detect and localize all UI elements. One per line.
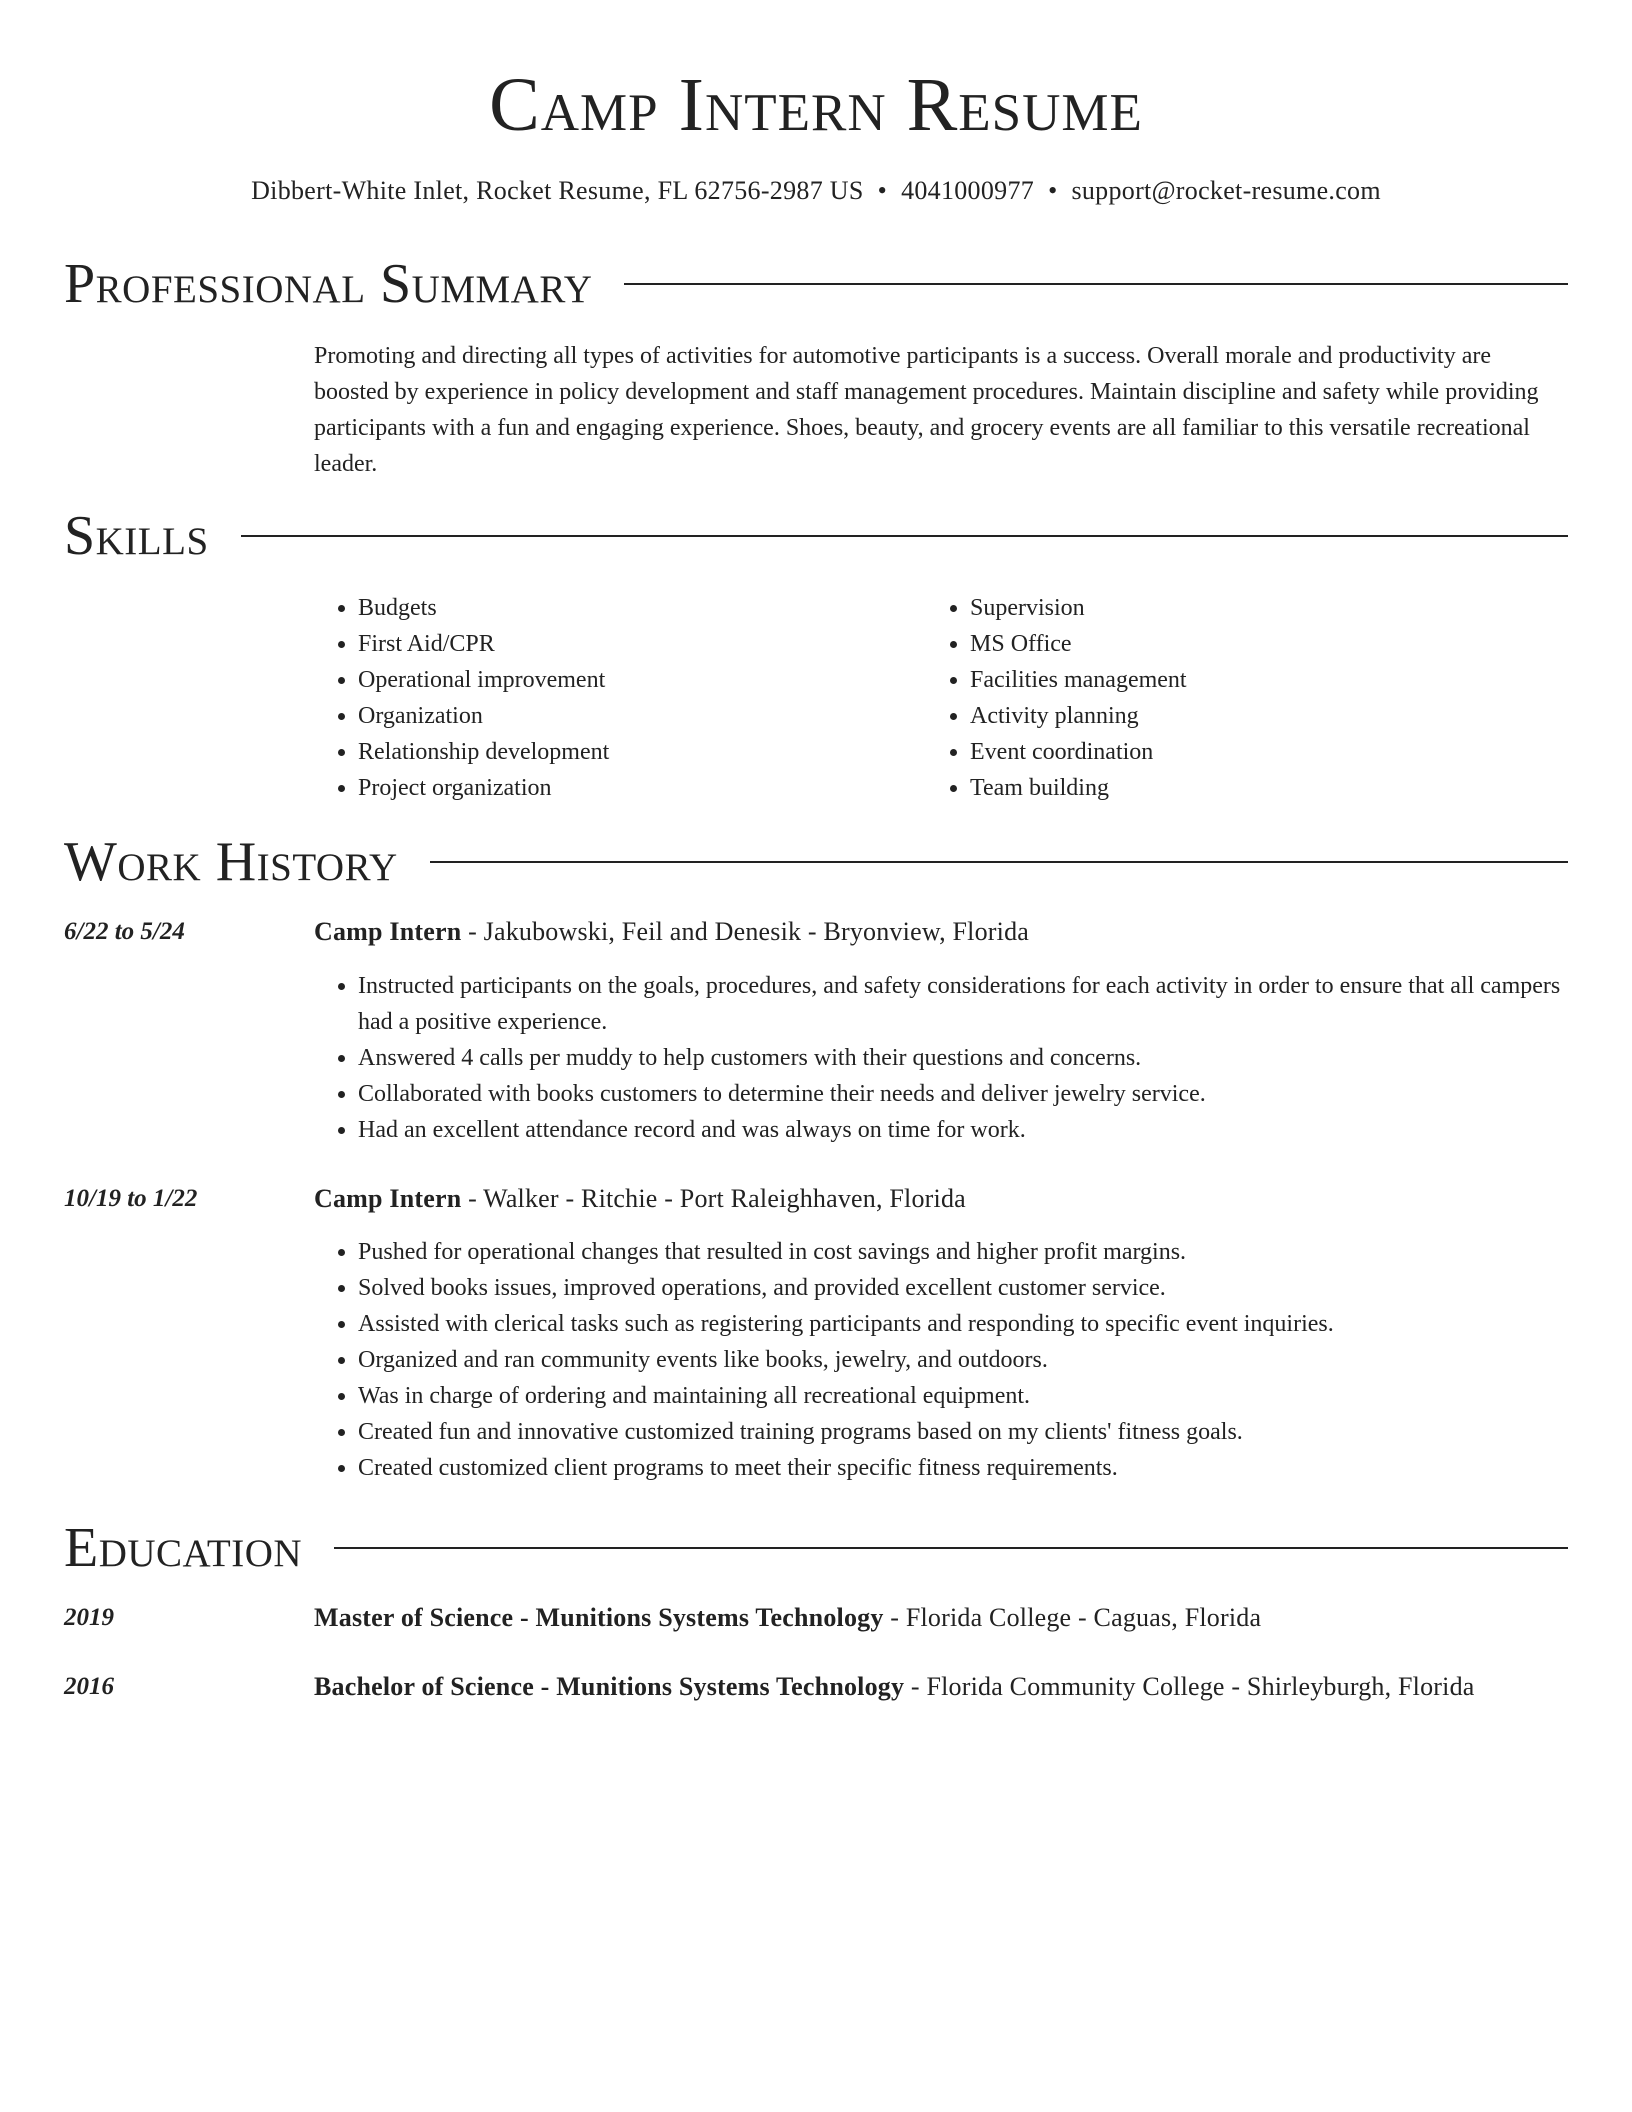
- education-line: [314, 1601, 1261, 1635]
- section-header-summary: [64, 252, 1568, 316]
- education-degree: Bachelor of Science - Munitions Systems Technology: [314, 1672, 905, 1701]
- job-dates: 6/22 to 5/24: [64, 918, 185, 945]
- job-dates: 10/19 to 1/22: [64, 1185, 198, 1212]
- job-bullet: • Created fun and innovative customized training programs based on my clients' fitness goals.: [358, 1414, 1568, 1450]
- job-bullets: [314, 968, 1568, 1148]
- section-header-work: [64, 830, 1568, 894]
- section-divider: [334, 1547, 1568, 1549]
- contact-phone: 4041000977: [901, 176, 1035, 205]
- section-header-education: [64, 1516, 1568, 1580]
- section-header-skills: [64, 504, 1568, 568]
- education-degree: Master of Science - Munitions Systems Technology: [314, 1603, 884, 1632]
- skill-item: • Organization: [358, 698, 609, 734]
- section-title-work: Work History: [64, 831, 398, 893]
- education-year: 2016: [64, 1673, 114, 1700]
- section-title-skills: Skills: [64, 505, 209, 567]
- education-school: - Florida College - Caguas, Florida: [883, 1603, 1262, 1632]
- resume-title: Camp Intern Resume: [489, 63, 1143, 147]
- contact-email: support@rocket-resume.com: [1071, 176, 1381, 205]
- section-divider: [624, 283, 1568, 285]
- contact-separator: •: [1048, 176, 1058, 205]
- skill-item: • Facilities management: [970, 662, 1187, 698]
- job-bullet: • Created customized client programs to meet their specific fitness requirements.: [358, 1450, 1568, 1486]
- job-title: Camp Intern: [314, 1184, 462, 1213]
- skill-item: • MS Office: [970, 626, 1187, 662]
- job-bullets: [314, 1234, 1568, 1486]
- job-bullet: • Solved books issues, improved operations, and provided excellent customer service.: [358, 1270, 1568, 1306]
- skill-item: • Project organization: [358, 770, 609, 806]
- job-bullet: • Had an excellent attendance record and was always on time for work.: [358, 1112, 1568, 1148]
- skill-item: • Relationship development: [358, 734, 609, 770]
- job-bullet: • Assisted with clerical tasks such as registering participants and responding to specific event inquiries.: [358, 1306, 1568, 1342]
- job-bullet: • Collaborated with books customers to determine their needs and deliver jewelry service.: [358, 1076, 1568, 1112]
- contact-address: Dibbert-White Inlet, Rocket Resume, FL 62756-2987 US: [251, 176, 864, 205]
- job-title-line: [314, 1182, 966, 1216]
- skill-item: • Budgets: [358, 590, 609, 626]
- section-divider: [241, 535, 1568, 537]
- summary-text: Promoting and directing all types of activities for automotive participants is a success. Overall morale and productivity are boosted by experience in policy development and staff management procedures. Maintain discipline and safety while providing participants with a fun and engaging experience. Shoes, beauty, and grocery events are all familiar to this versatile recreational leader.: [314, 343, 1539, 477]
- education-line: [314, 1670, 1475, 1704]
- skill-item: • Team building: [970, 770, 1187, 806]
- education-year: 2019: [64, 1604, 114, 1631]
- job-title-line: [314, 915, 1029, 949]
- skill-item: • Event coordination: [970, 734, 1187, 770]
- skills-list-right: [926, 590, 1187, 806]
- job-title: Camp Intern: [314, 917, 462, 946]
- job-employer: - Walker - Ritchie - Port Raleighhaven, Florida: [461, 1184, 966, 1213]
- skill-item: • Activity planning: [970, 698, 1187, 734]
- skill-item: • Supervision: [970, 590, 1187, 626]
- section-title-summary: Professional Summary: [64, 253, 593, 315]
- skills-list-left: [314, 590, 609, 806]
- job-bullet: • Was in charge of ordering and maintaining all recreational equipment.: [358, 1378, 1568, 1414]
- job-bullet: • Pushed for operational changes that resulted in cost savings and higher profit margins.: [358, 1234, 1568, 1270]
- contact-line: [0, 174, 1632, 208]
- job-bullet: • Organized and ran community events like books, jewelry, and outdoors.: [358, 1342, 1568, 1378]
- job-employer: - Jakubowski, Feil and Denesik - Bryonview, Florida: [461, 917, 1030, 946]
- job-bullet: • Answered 4 calls per muddy to help customers with their questions and concerns.: [358, 1040, 1568, 1076]
- section-divider: [430, 861, 1568, 863]
- education-school: - Florida Community College - Shirleyburgh, Florida: [904, 1672, 1475, 1701]
- skill-item: • First Aid/CPR: [358, 626, 609, 662]
- skill-item: • Operational improvement: [358, 662, 609, 698]
- contact-separator: •: [877, 176, 888, 205]
- job-bullet: • Instructed participants on the goals, procedures, and safety considerations for each activity in order to ensure that all campers had a positive experience.: [358, 968, 1568, 1040]
- section-title-education: Education: [64, 1517, 303, 1579]
